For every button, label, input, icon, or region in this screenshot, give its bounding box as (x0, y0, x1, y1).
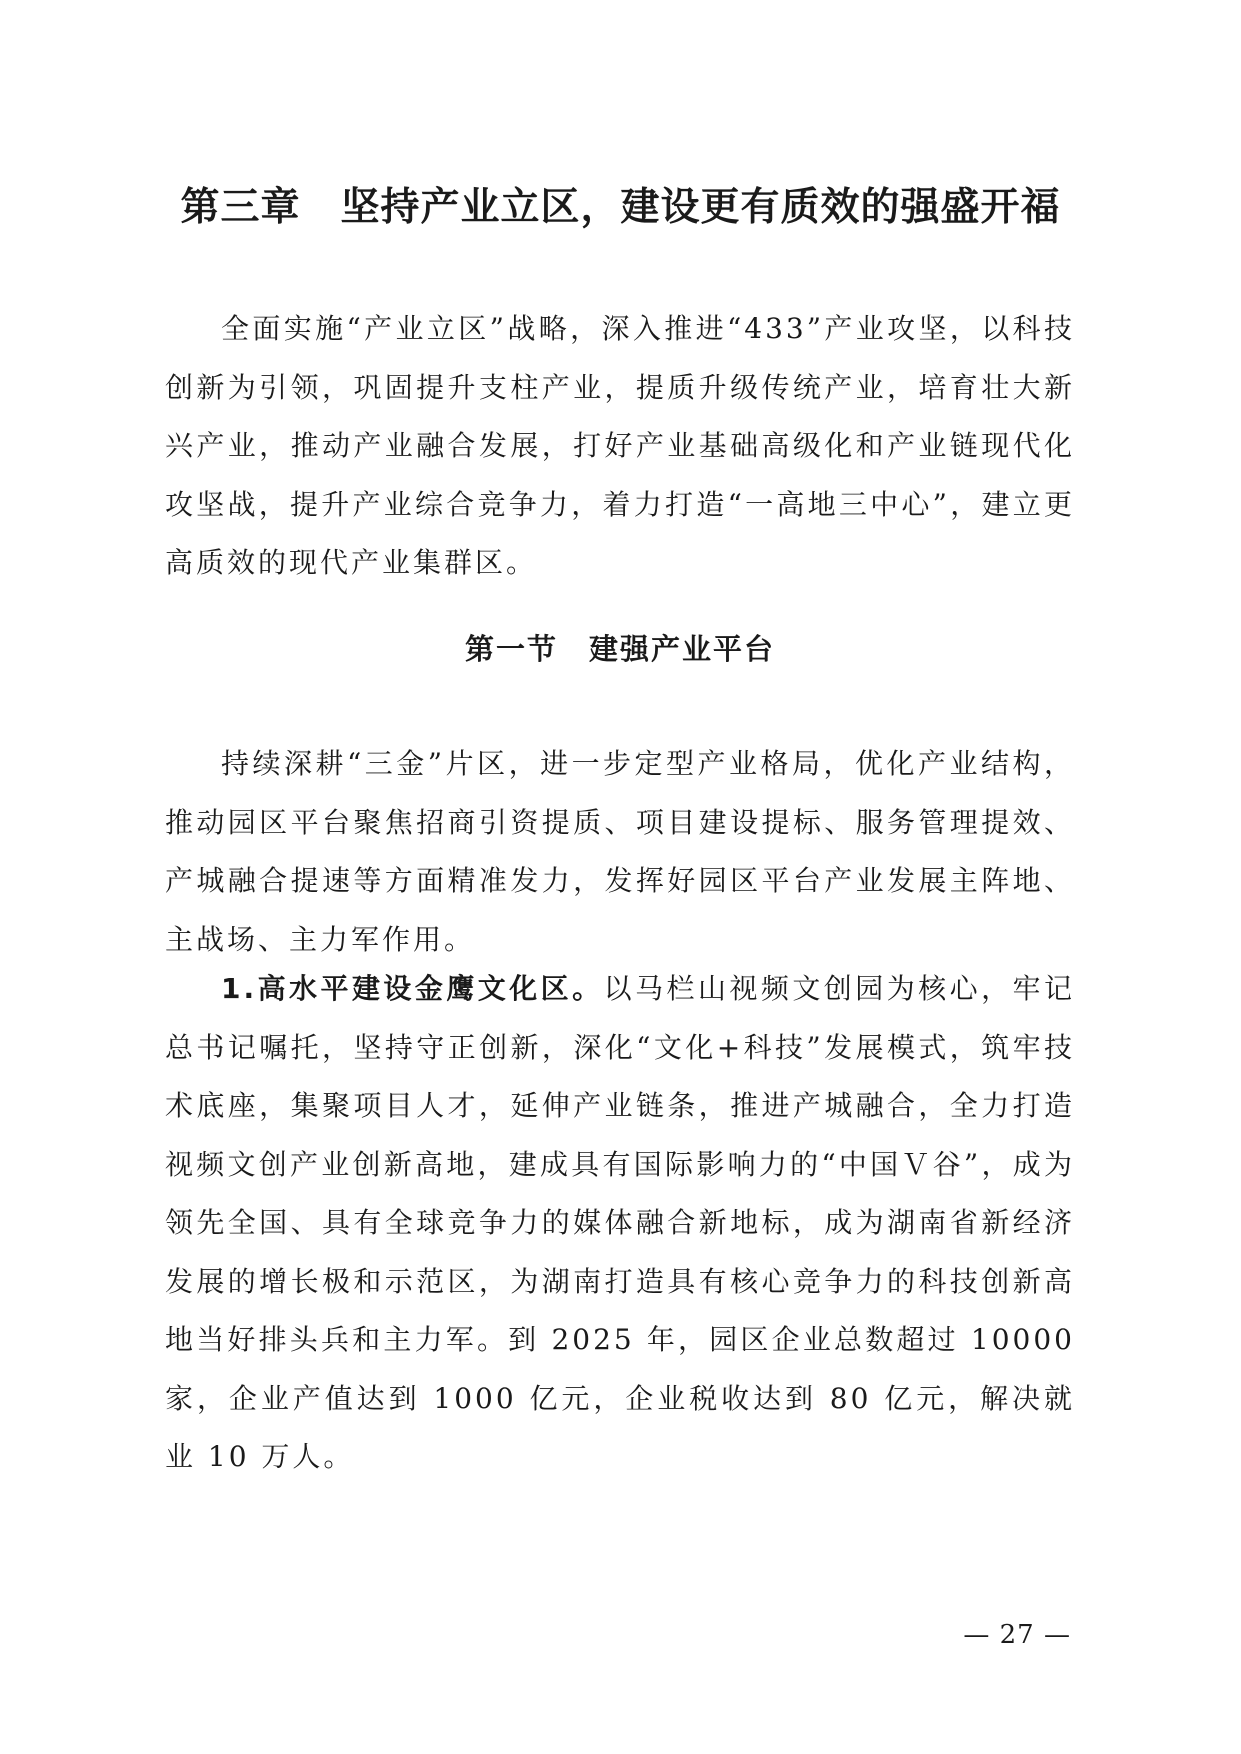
item-paragraph (165, 960, 1075, 1487)
page-number: — 27 — (963, 1620, 1071, 1650)
intro-paragraph: 全面实施“产业立区”战略，深入推进“433”产业攻坚，以科技创新为引领，巩固提升支柱产业，提质升级传统产业，培育壮大新兴产业，推动产业融合发展，打好产业基础高级化和产业链现代化攻坚战，提升产业综合竞争力，着力打造“一高地三中心”，建立更高质效的现代产业集群区。 (165, 312, 1075, 579)
item-lead-heading: 1.高水平建设金鹰文化区。 (221, 972, 604, 1005)
chapter-title: 第三章 坚持产业立区，建设更有质效的强盛开福 (180, 185, 1061, 230)
item-body-text: 以马栏山视频文创园为核心，牢记总书记嘱托，坚持守正创新，深化“文化+科技”发展模式，筑牢技术底座，集聚项目人才，延伸产业链条，推进产城融合，全力打造视频文创产业创新高地，建成具有国际影响力的“中国Ｖ谷”，成为领先全国、具有全球竞争力的媒体融合新地标，成为湖南省新经济发展的增长极和示范区，为湖南打造具有核心竞争力的科技创新高地当好排头兵和主力军。到 2025 年，园区企业总数超过 10000 家，企业产值达到 1000 亿元，企业税收达到 80 亿元，解决就业 10 万人。 (165, 972, 1075, 1473)
section-title: 第一节 建强产业平台 (464, 632, 775, 666)
section-paragraph: 持续深耕“三金”片区，进一步定型产业格局，优化产业结构，推动园区平台聚焦招商引资提质、项目建设提标、服务管理提效、产城融合提速等方面精准发力，发挥好园区平台产业发展主阵地、主战场、主力军作用。 (165, 747, 1075, 956)
